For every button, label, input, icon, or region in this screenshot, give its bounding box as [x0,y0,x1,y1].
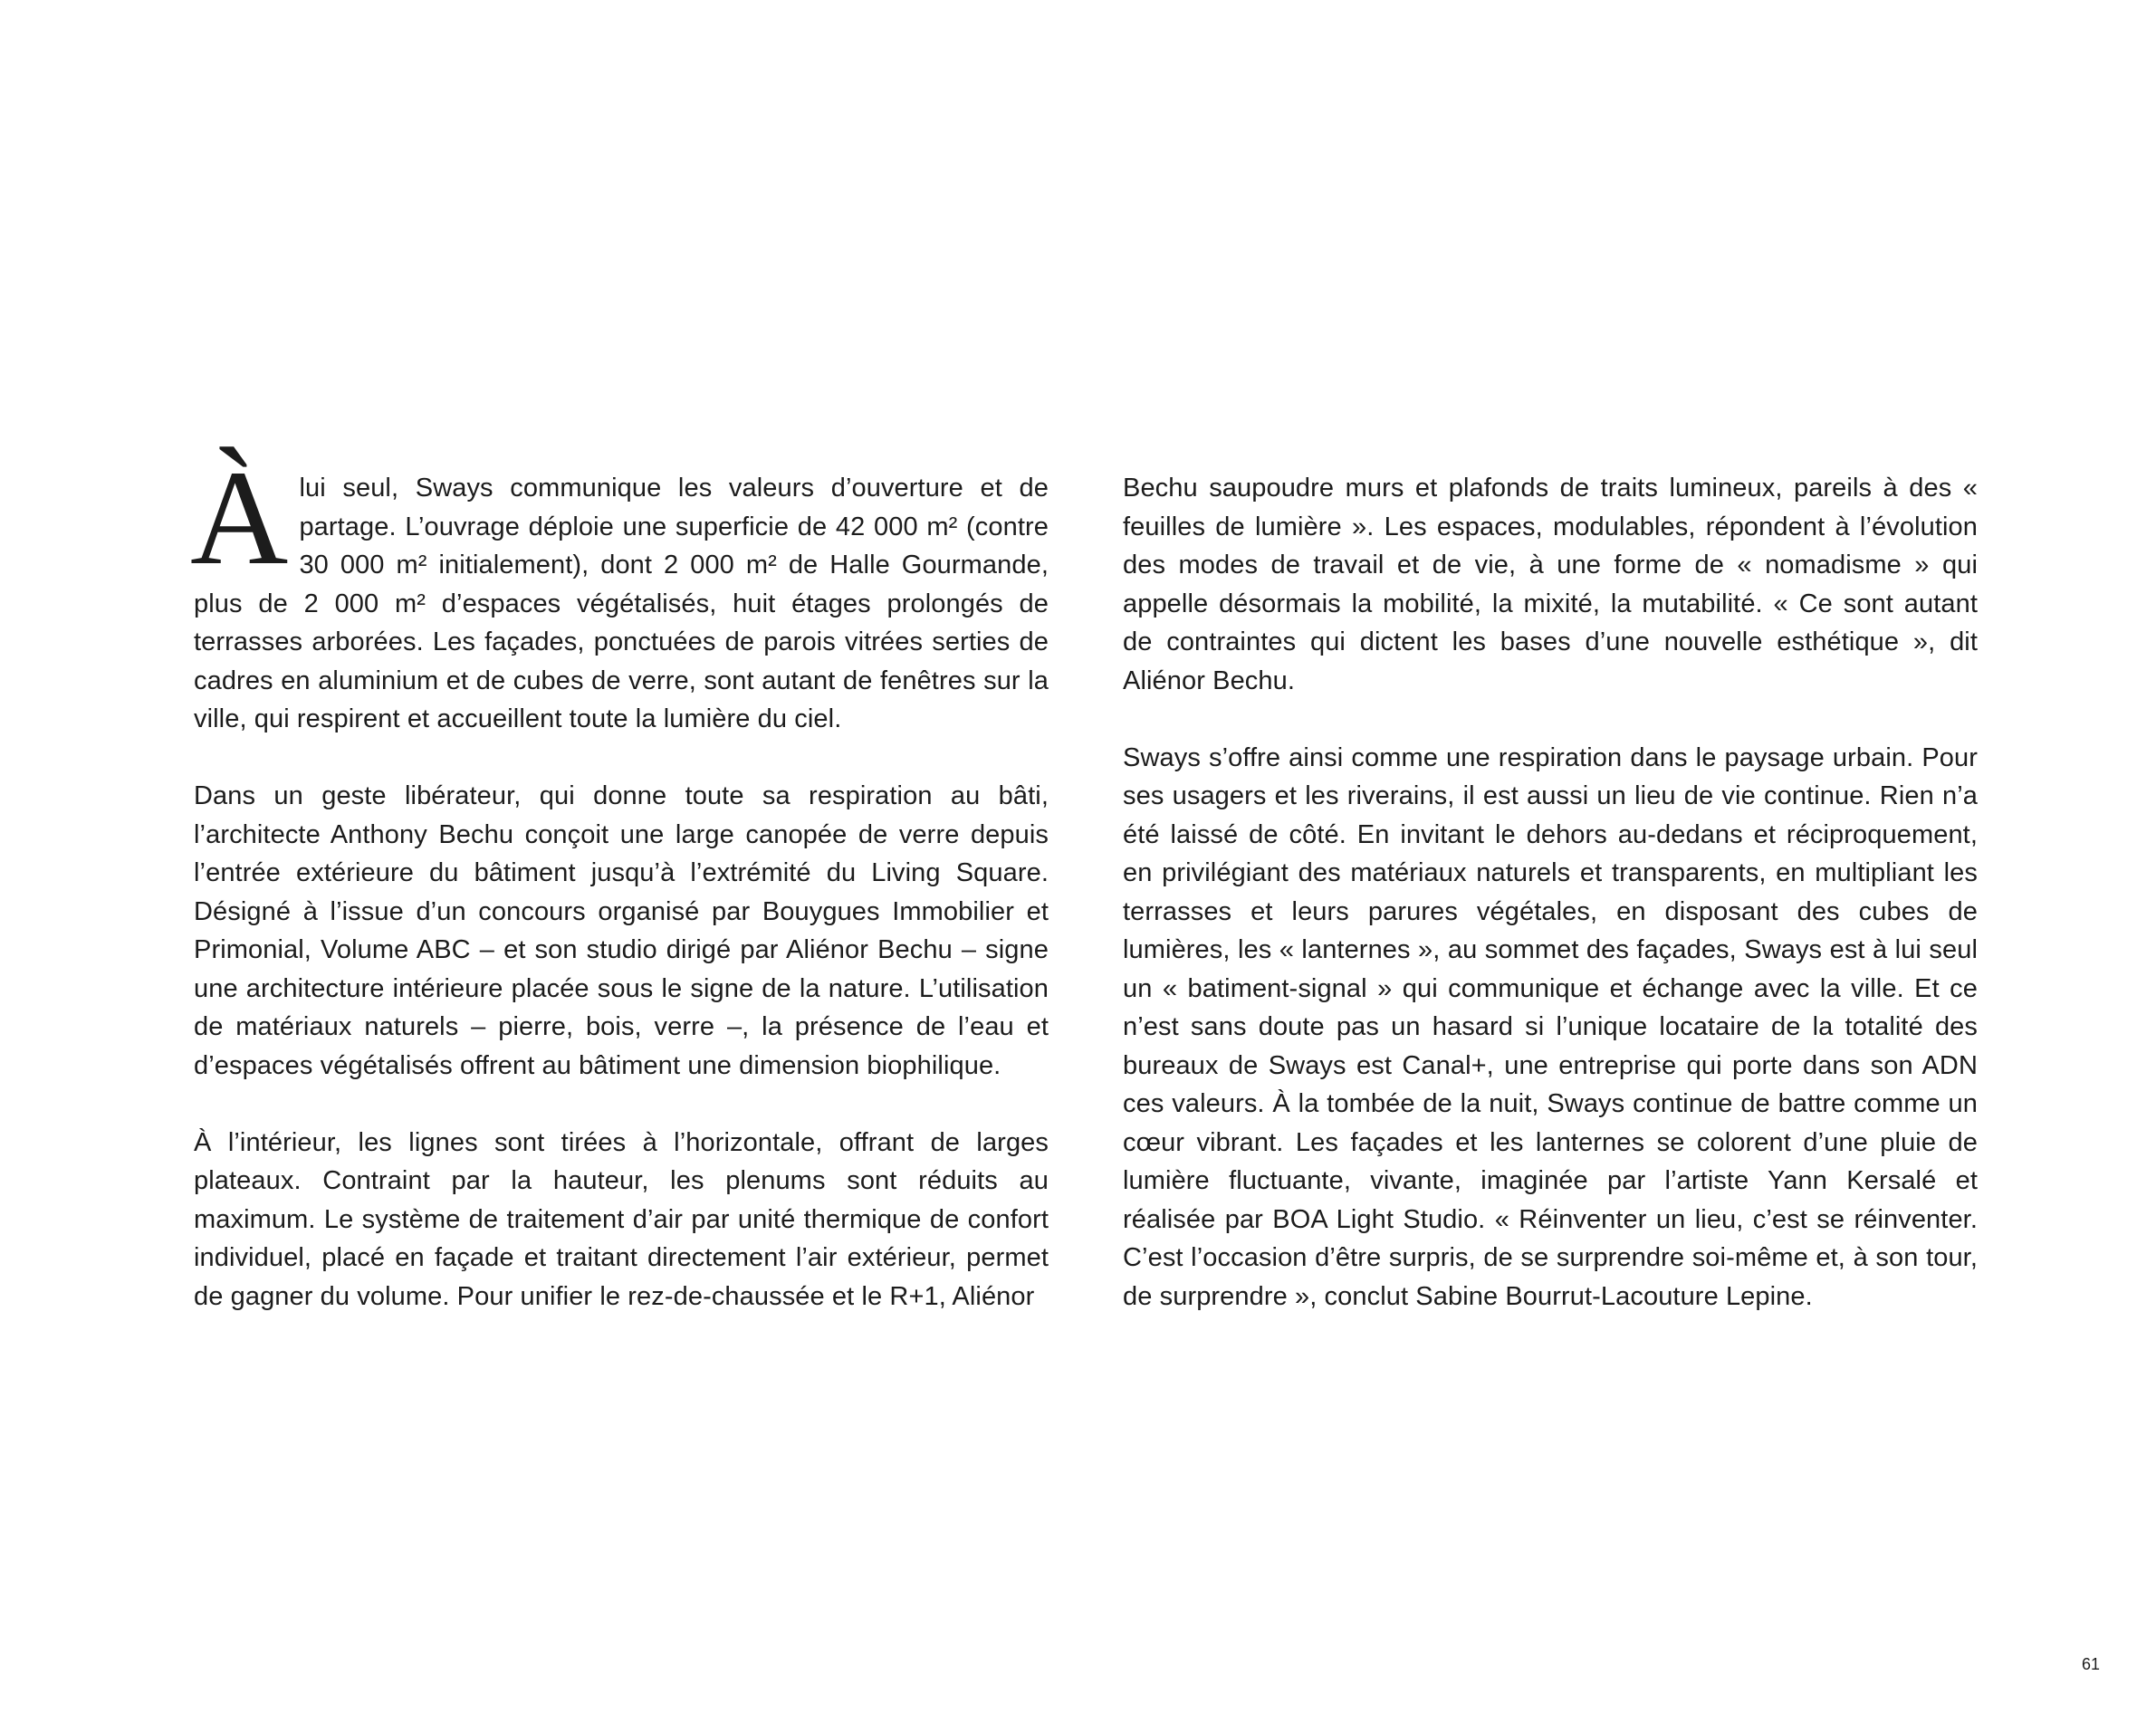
right-text-column [1123,469,1978,1316]
paragraph-1-text: lui seul, Sways communique les valeurs d’ouverture et de partage. L’ouvrage déploie une superficie de 42 000 m² (contre 30 000 m² initialement), dont 2 000 m² de Halle Gourmande, plus de 2 000 m² d’espaces végétalisés, huit étages prolongés de terrasses arborées. Les façades, ponctuées de parois vitrées serties de cadres en aluminium et de cubes de verre, sont autant de fenêtres sur la ville, qui respirent et accueillent toute la lumière du ciel. [194,474,1049,733]
paragraph-5: Sways s’offre ainsi comme une respiration dans le paysage urbain. Pour ses usagers et les riverains, il est aussi un lieu de vie continue. Rien n’a été laissé de côté. En invitant le dehors au-dedans et réciproquement, en privilégiant des matériaux naturels et transparents, en multipliant les terrasses et leurs parures végétales, en disposant des cubes de lumières, les « lanternes », au sommet des façades, Sways est à lui seul un « batiment-signal » qui communique et échange avec la ville. Et ce n’est sans doute pas un hasard si l’unique locataire de la totalité des bureaux de Sways est Canal+, une entreprise qui porte dans son ADN ces valeurs. À la tombée de la nuit, Sways continue de battre comme un cœur vibrant. Les façades et les lanternes se colorent d’une pluie de lumière fluctuante, vivante, imaginée par l’artiste Yann Kersalé et réalisée par BOA Light Studio. « Réinventer un lieu, c’est se réinventer. C’est l’occasion d’être surpris, de se surprendre soi-même et, à son tour, de surprendre », conclut Sabine Bourrut-Lacouture Lepine. [1123,742,1978,1311]
paragraph-4: Bechu saupoudre murs et plafonds de traits lumineux, pareils à des « feuilles de lumière ». Les espaces, modulables, répondent à l’évolution des modes de travail et de vie, à une forme de « nomadisme » qui appelle désormais la mobilité, la mixité, la mutabilité. « Ce sont autant de contraintes qui dictent les bases d’une nouvelle esthétique », dit Aliénor Bechu. [1123,474,1978,695]
paragraph-2: Dans un geste libérateur, qui donne toute sa respiration au bâti, l’architecte Anthony Bechu conçoit une large canopée de verre depuis l’entrée extérieure du bâtiment jusqu’à l’extrémité du Living Square. Désigné à l’issue d’un concours organisé par Bouygues Immobilier et Primonial, Volume ABC – et son studio dirigé par Aliénor Bechu – signe une architecture intérieure placée sous le signe de la nature. L’utilisation de matériaux naturels – pierre, bois, verre –, la présence de l’eau et d’espaces végétalisés offrent au bâtiment une dimension biophilique. [194,781,1049,1080]
left-text-column [190,443,1049,1316]
paragraph-1 [190,443,1049,739]
paragraph-3: À l’intérieur, les lignes sont tirées à l’horizontale, offrant de larges plateaux. Contraint par la hauteur, les plenums sont réduits au maximum. Le système de traitement d’air par unité thermique de confort individuel, placé en façade et traitant directement l’air extérieur, permet de gagner du volume. Pour unifier le rez-de-chaussée et le R+1, Aliénor [194,1127,1049,1311]
drop-cap: À [190,443,289,593]
page-number: 61 [2081,1655,2100,1673]
